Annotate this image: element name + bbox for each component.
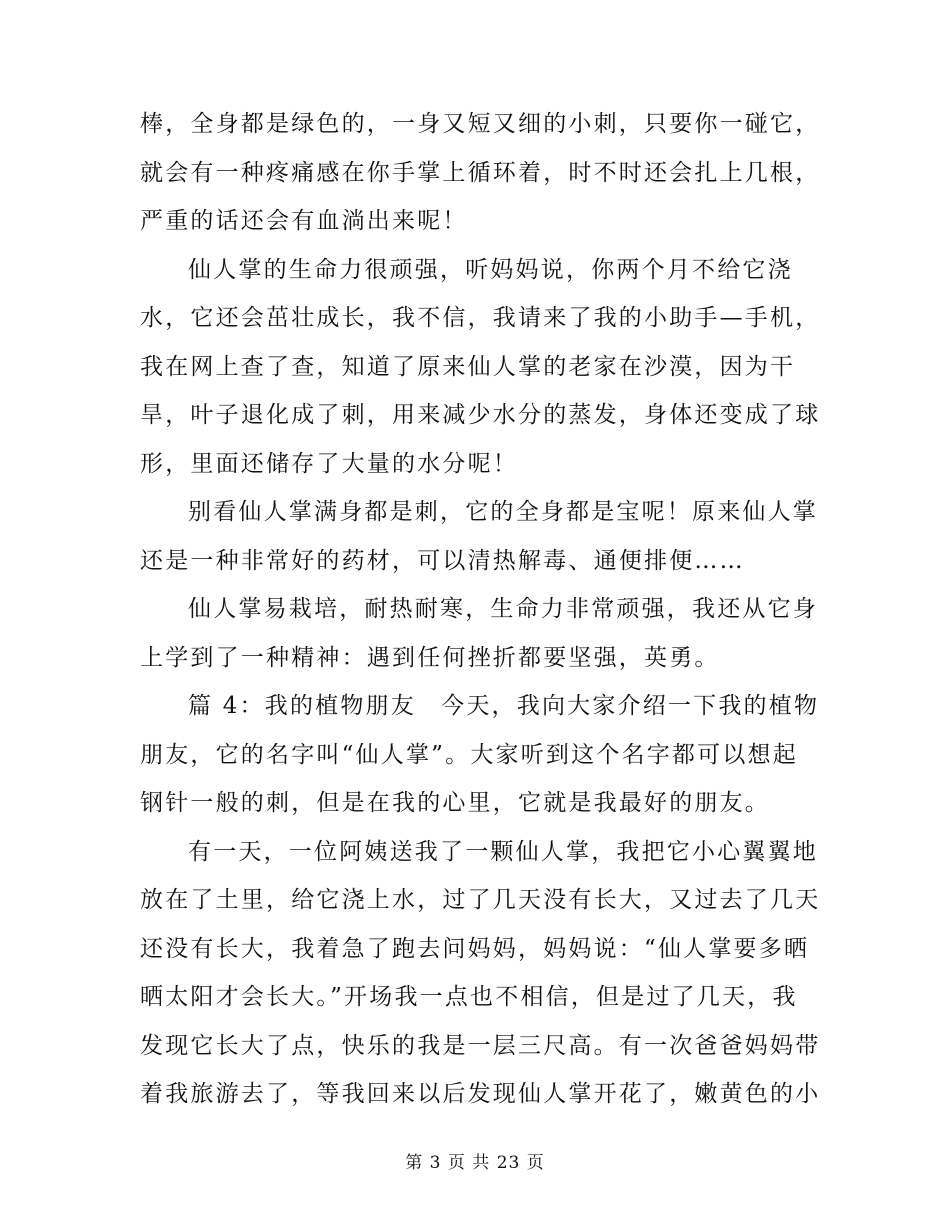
text-line: 水，它还会茁壮成长，我不信，我请来了我的小助手—手机，: [140, 305, 821, 331]
text-line: 晒太阳才会长大。”开场我一点也不相信，但是过了几天，我: [140, 984, 798, 1010]
text-line: 上学到了一种精神：遇到任何挫折都要坚强，英勇。: [140, 644, 720, 671]
page-footer: 第 3 页 共 23 页: [405, 1153, 545, 1173]
text-line: 篇 4：我的植物朋友 今天，我向大家介绍一下我的植物: [188, 693, 820, 719]
text-line: 形，里面还储存了大量的水分呢！: [140, 450, 518, 477]
text-line: 棒，全身都是绿色的，一身又短又细的小刺，只要你一碰它，: [140, 111, 821, 137]
text-line: 钢针一般的刺，但是在我的心里，它就是我最好的朋友。: [140, 790, 770, 816]
text-line: 发现它长大了点，快乐的我是一层三尺高。有一次爸爸妈妈带: [140, 1032, 821, 1059]
text-line: 有一天，一位阿姨送我了一颗仙人掌，我把它小心翼翼地: [188, 838, 818, 865]
text-line: 旱，叶子退化成了刺，用来减少水分的蒸发，身体还变成了球: [140, 402, 821, 428]
text-line: 还没有长大，我着急了跑去问妈妈，妈妈说：“仙人掌要多晒: [140, 935, 810, 962]
text-line: 我在网上查了查，知道了原来仙人掌的老家在沙漠，因为干: [140, 353, 796, 380]
text-line: 仙人掌易栽培，耐热耐寒，生命力非常顽强，我还从它身: [188, 596, 818, 622]
text-line: 着我旅游去了，等我回来以后发现仙人掌开花了，嫩黄色的小: [140, 1081, 821, 1107]
text-line: 朋友，它的名字叫“仙人掌”。大家听到这个名字都可以想起: [140, 741, 798, 768]
text-line: 别看仙人掌满身都是刺，它的全身都是宝呢！原来仙人掌: [188, 499, 818, 525]
text-line: 严重的话还会有血淌出来呢！: [140, 208, 468, 234]
document-body: [140, 100, 821, 1119]
text-line: 还是一种非常好的药材，可以清热解毒、通便排便……: [140, 547, 745, 574]
text-line: 就会有一种疼痛感在你手掌上循环着，时不时还会扎上几根，: [140, 159, 821, 186]
text-line: 仙人掌的生命力很顽强，听妈妈说，你两个月不给它浇: [188, 256, 793, 283]
text-line: 放在了土里，给它浇上水，过了几天没有长大，又过去了几天: [140, 887, 821, 913]
